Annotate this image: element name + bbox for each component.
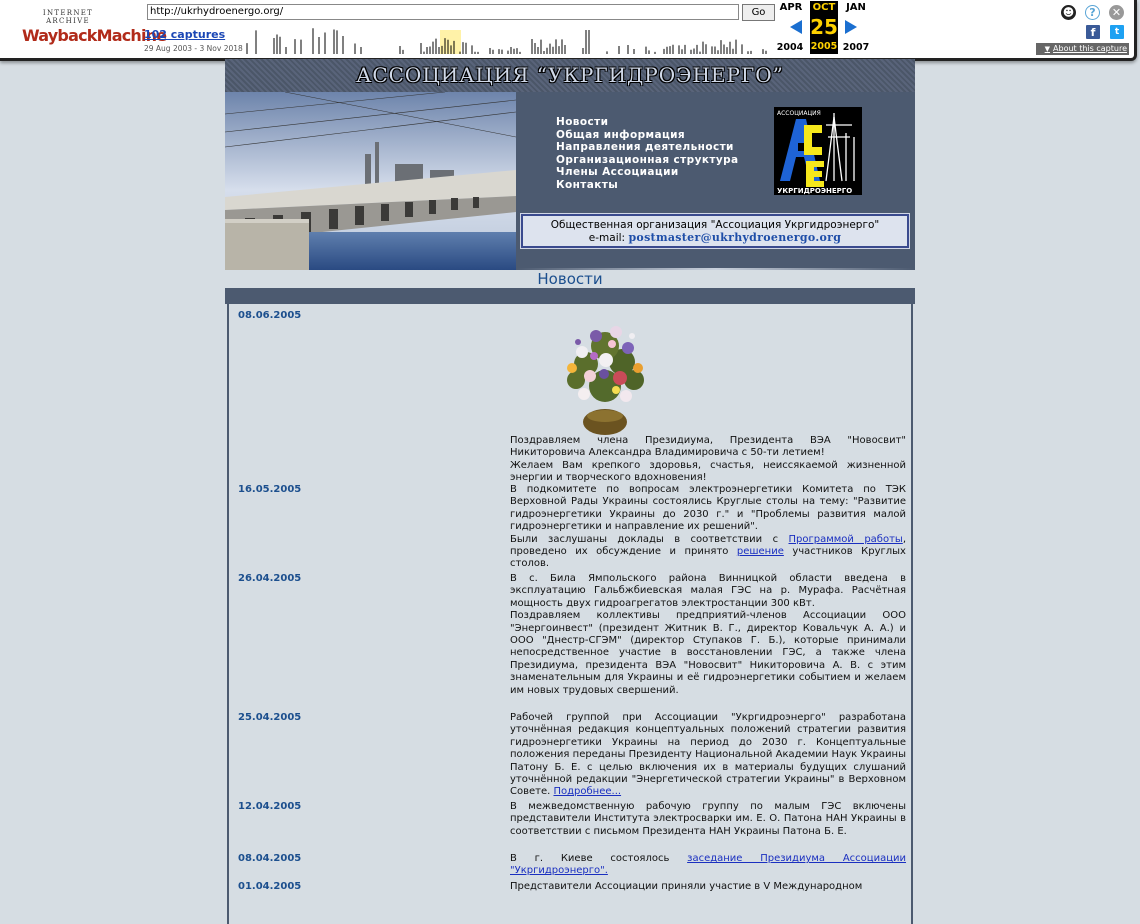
about-capture-button[interactable] — [1036, 43, 1129, 55]
next-month-label[interactable]: JAN — [846, 2, 866, 13]
presidium-meeting-link[interactable]: заседание Президиума Ассоциации "Укргидроэнерго". — [510, 853, 907, 877]
captures-link[interactable]: 102 captures — [144, 28, 226, 41]
news-date: 08.06.2005 — [238, 310, 302, 321]
news-text — [510, 801, 906, 838]
logo-top-text: АССОЦИАЦИЯ — [777, 110, 821, 117]
news-date: 12.04.2005 — [238, 801, 302, 812]
news-paragraph: Представители Ассоциации приняли участие в V Международном — [510, 881, 863, 892]
news-date: 25.04.2005 — [238, 712, 302, 723]
wayback-toolbar — [0, 0, 1137, 61]
section-title: Новости — [225, 270, 915, 288]
section-bar — [225, 288, 915, 304]
news-text — [510, 484, 906, 571]
next-capture-arrow-icon[interactable] — [845, 20, 857, 34]
next-year-label[interactable]: 2007 — [842, 42, 870, 53]
email-line — [521, 231, 909, 244]
more-link[interactable]: Подробнее... — [553, 786, 622, 798]
news-paragraph: Желаем Вам крепкого здоровья, счастья, неиссякаемой жизненной энергии и творческого вдохновения! — [510, 459, 906, 484]
news-paragraph: Поздравляем коллективы предприятий-членов Ассоциации ООО "Энергоинвест" (президент Житник В. Г., директор Ковальчук А. А.) и ООО "Днестр-СГЭМ" (директор Ступаков Г. Б.), которые принимали непосредственное участие в восстановлении ГЭС, а также члена Президиума, президента ВЭА "Новосвит" Никиторовича А. В. с этим знаменательным для Украины и её гидроэнергетики событием и желаем им новых трудовых свершений. — [510, 610, 906, 696]
news-text — [510, 712, 906, 799]
news-fragment: В г. Киеве состоялось — [510, 853, 688, 864]
prev-year-label[interactable]: 2004 — [776, 42, 804, 53]
nav-item-general-info[interactable]: Общая информация — [556, 128, 686, 141]
news-paragraph — [510, 534, 906, 571]
news-date: 08.04.2005 — [238, 853, 302, 864]
news-paragraph: В межведомственную рабочую группу по малым ГЭС включены представители Института электросварки им. Е. О. Патона НАН Украины в соответствии с письмом Президента НАН Украины Патона Б. Е. — [510, 801, 906, 837]
banner-title: АССОЦИАЦИЯ “УКРГИДРОЭНЕРГО” — [356, 63, 784, 87]
current-day: 25 — [810, 15, 838, 39]
main-nav — [556, 116, 739, 192]
nav-item-members[interactable]: Члены Ассоциации — [556, 166, 679, 179]
news-date: 16.05.2005 — [238, 484, 302, 495]
site-banner — [225, 59, 915, 92]
current-year-label: 2005 — [810, 41, 838, 52]
news-fragment: Рабочей группой при Ассоциации "Укргидроэнерго" разработана уточнённая редакция концептуальных положений стратегии развития гидроэнергетики Украины на период до 2030 г. Концептуальные положения переданы Президенту Национальной Академии Наук Украины Патону Б. Е. с целью включения их в материалы будущих слушаний уточнённой редакции "Энергетической стратегии Украины" в Верховном Совете. — [510, 712, 906, 798]
twitter-icon[interactable]: t — [1110, 25, 1124, 39]
decision-link[interactable]: решение — [736, 546, 784, 558]
dam-photo — [225, 92, 516, 270]
about-capture-label: About this capture — [1053, 44, 1127, 53]
news-text — [510, 881, 906, 893]
go-button[interactable]: Go — [742, 4, 775, 21]
news-fragment: , проведено их обсуждение и принято — [510, 533, 906, 558]
triangle-down-icon: ▼ — [1044, 45, 1051, 53]
logo-bottom-text: УКРГИДРОЭНЕРГО — [777, 187, 853, 195]
url-input[interactable]: http://ukrhydroenergo.org/ — [147, 4, 739, 20]
news-text — [510, 853, 906, 878]
prev-month-label[interactable]: APR — [779, 2, 803, 13]
nav-item-contacts[interactable]: Контакты — [556, 178, 619, 191]
capture-sparkline[interactable] — [239, 26, 774, 54]
flower-bouquet-image — [556, 316, 654, 436]
association-logo — [774, 107, 862, 195]
news-date: 01.04.2005 — [238, 881, 302, 892]
site-header — [225, 92, 915, 270]
news-paragraph — [510, 853, 906, 878]
wayback-logo[interactable] — [22, 9, 167, 45]
email-link[interactable]: postmaster@ukrhydroenergo.org — [628, 231, 842, 244]
close-icon[interactable]: ✕ — [1109, 5, 1124, 20]
current-month-label: OCT — [810, 1, 838, 14]
nav-item-news[interactable]: Новости — [556, 116, 609, 128]
user-icon[interactable]: ☻ — [1062, 6, 1075, 19]
news-fragment: Были заслушаны доклады в соответствии с — [510, 533, 789, 545]
prev-capture-arrow-icon[interactable] — [790, 20, 802, 34]
wayback-logo-top: INTERNET ARCHIVE — [42, 9, 94, 25]
contact-info-box — [520, 213, 910, 249]
help-icon[interactable]: ? — [1085, 5, 1100, 20]
news-list — [227, 304, 913, 924]
organization-line: Общественная организация "Ассоциация Укргидроэнерго" — [550, 219, 880, 231]
program-link[interactable]: Программой работы — [788, 533, 903, 545]
news-paragraph: В подкомитете по вопросам электроэнергетики Комитета по ТЭК Верховной Рады Украины состоялись Круглые столы на тему: "Развитие гидроэнергетики Украины до 2030 г." и "Проблемы развития малой гидроэнергетики и направление их решений". — [510, 484, 906, 533]
news-paragraph: Поздравляем члена Президиума, Президента ВЭА "Новосвит" Никиторовича Александра Владимировича с 50-ти летием! — [510, 435, 906, 459]
news-paragraph: В с. Била Ямпольского района Винницкой области введена в эксплуатацию Гальбжбиевская малая ГЭС на р. Мурафа. Расчётная мощность двух гидроагрегатов электростанции 300 кВт. — [510, 573, 906, 609]
wayback-logo-main: WaybackMachine — [22, 26, 167, 45]
nav-item-structure[interactable]: Организационная структура — [556, 153, 739, 166]
nav-item-activities[interactable]: Направления деятельности — [556, 141, 734, 154]
news-date: 26.04.2005 — [238, 573, 302, 584]
news-paragraph — [510, 712, 906, 799]
news-text — [510, 573, 906, 697]
site-page — [225, 59, 915, 912]
captures-range: 29 Aug 2003 - 3 Nov 2018 — [144, 44, 243, 53]
facebook-icon[interactable]: f — [1086, 25, 1100, 39]
email-label: e-mail: — [588, 232, 626, 244]
news-text — [510, 435, 906, 485]
news-fragment: участников Круглых столов. — [510, 546, 906, 570]
